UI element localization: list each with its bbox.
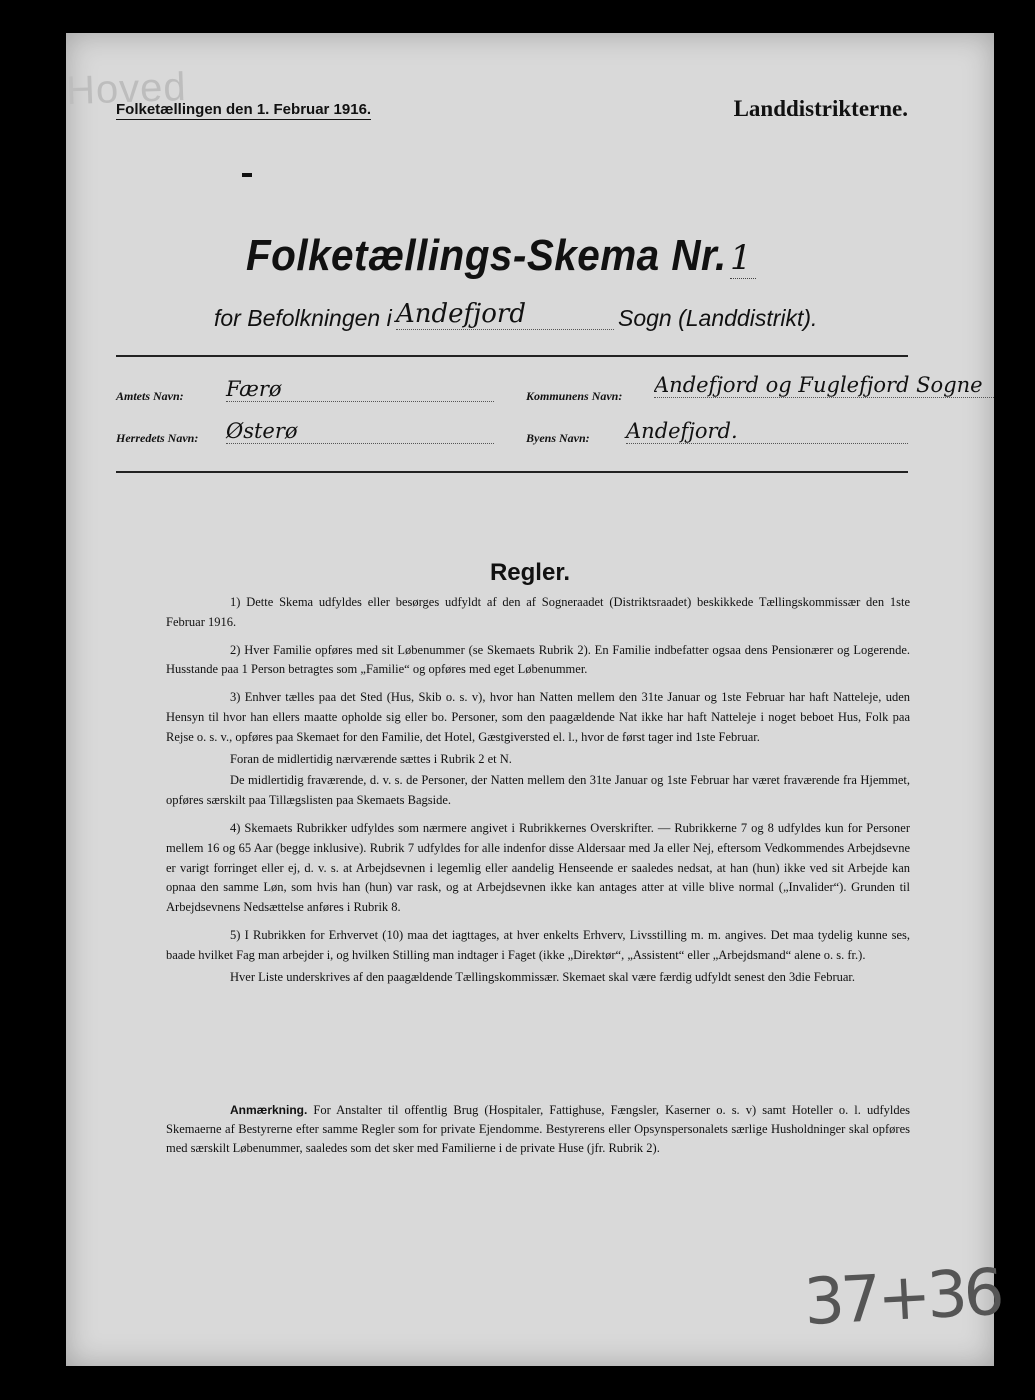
annotation-note xyxy=(166,1101,910,1158)
herred-value: Østerø xyxy=(226,419,494,444)
handwritten-corner-number: 37+36 xyxy=(802,1255,1003,1341)
rule-paragraph: De midlertidig fraværende, d. v. s. de Personer, der Natten mellem den 31te Januar og 1ste Februar har været fraværende fra Hjemmet, opføres særskilt paa Tillægslisten paa Skemaets Bagside. xyxy=(166,773,910,808)
amt-label: Amtets Navn: xyxy=(116,389,184,403)
rule-paragraph: 5) I Rubrikken for Erhvervet (10) maa det iagttages, at hver enkelts Erhverv, Livsstilling m. m. angives. Det maa tydelig kunne ses, baade hvilket Fag man arbejder i, og hvilken Stilling man indtager i Faget (ikke „Direktør“, „Assistent“ eller „Arbejdsmand“ alene o. s. fr.). xyxy=(166,927,910,962)
subtitle-suffix: Sogn (Landdistrikt). xyxy=(618,305,818,331)
herred-label: Herredets Navn: xyxy=(116,431,199,445)
rule-paragraph: Foran de midlertidig nærværende sættes i Rubrik 2 et N. xyxy=(230,751,512,766)
note-text: For Anstalter til offentlig Brug (Hospitaler, Fattighuse, Fængsler, Kaserner o. s. v) samt Hoteller o. l. udfyldes Skemaerne af Bestyrerne efter samme Regler som for private Ejendomme. Bestyrerens eller Opsynspersonalets særlige Husholdninger skal opføres med særskilt Løbenummer, saaledes som det sker med Familierne i de private Huse (jfr. Rubrik 2). xyxy=(166,1103,910,1155)
rules-heading: Regler. xyxy=(489,559,571,586)
census-form-page xyxy=(65,33,1003,1366)
form-title: Folketællings-Skema Nr. xyxy=(246,231,727,280)
rule-paragraph: 2) Hver Familie opføres med sit Løbenummer (se Skemaets Rubrik 2). En Familie indbefatter ogsaa dens Pensionærer og Logerende. Husstande paa 1 Person betragtes som „Familie“ og opføres med eget Løbenummer. xyxy=(166,642,910,677)
form-number: 1 xyxy=(730,238,756,279)
faded-stamp: Hoved xyxy=(65,64,188,114)
rule-paragraph: 3) Enhver tælles paa det Sted (Hus, Skib o. s. v), hvor han Natten mellem den 31te Januar og 1ste Februar har haft Natteleje, uden Hensyn til hvor han ellers maatte opholde sig eller bo. Personer, som den paagældende Nat ikke har haft Natteleje i noget beboet Hus, Folk paa Rejse o. s. v., opføres paa Skemaet for den Familie, det Hotel, Gæstgiversted el. l., hvor de først tager ind 1ste Februar. xyxy=(166,690,910,744)
census-date-header: Folketællingen den 1. Februar 1916. xyxy=(116,101,372,118)
parish-name-handwritten: Andefjord xyxy=(396,299,614,330)
district-type-header: Landdistrikterne. xyxy=(733,96,908,121)
divider-top xyxy=(116,355,908,357)
amt-value: Færø xyxy=(226,377,494,402)
rule-paragraph: 1) Dette Skema udfyldes eller besørges udfyldt af den af Sogneraadet (Distriktsraadet) beskikkede Tællingskommissær den 1ste Februar 1916. xyxy=(166,595,910,629)
rule-paragraph: 4) Skemaets Rubrikker udfyldes som nærmere angivet i Rubrikkernes Overskrifter. — Rubrikkerne 7 og 8 udfyldes kun for Personer mellem 16 og 65 Aar (begge inklusive). Rubrik 7 udfyldes for alle indenfor disse Aldersaar med Ja eller Nej, eftersom Vedkommendes Arbejdsevne er varigt forringet eller ej, d. v. s. at Arbejdsevnen i legemlig eller aandelig Henseende er saaledes nedsat, at han (hun) ikke ved sit Arbejde kan opnaa den samme Løn, som hvis han (hun) var rask, og at Arbejdsevnen ikke kan antages atter at ville blive normal („Invalider“). Grunden til Arbejdsevnens Nedsættelse anføres i Rubrik 8. xyxy=(166,820,910,915)
ink-mark xyxy=(242,173,252,177)
by-value: Andefjord. xyxy=(626,419,908,444)
by-label: Byens Navn: xyxy=(526,431,590,445)
note-lead: Anmærkning. xyxy=(230,1103,308,1117)
kommune-value: Andefjord og Fuglefjord Sogne xyxy=(654,373,994,398)
subtitle-prefix: for Befolkningen i xyxy=(214,305,392,331)
rule-paragraph: Hver Liste underskrives af den paagældende Tællingskommissær. Skemaet skal være færdig udfyldt senest den 3die Februar. xyxy=(230,969,855,984)
divider-bottom xyxy=(116,471,908,473)
rules-body xyxy=(166,593,910,989)
kommune-label: Kommunens Navn: xyxy=(526,389,623,403)
